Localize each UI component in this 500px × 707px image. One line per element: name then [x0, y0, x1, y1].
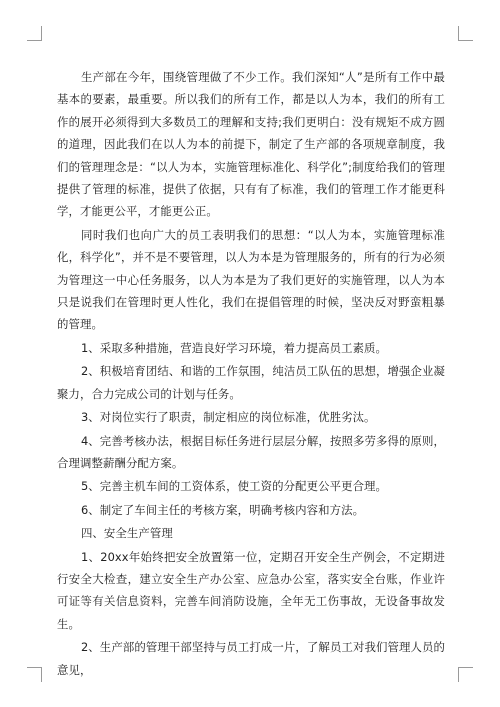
list-item-1: 1、采取多种措施，营造良好学习环境，着力提高员工素质。 — [80, 340, 388, 355]
list-item-6: 6、制定了车间主任的考核方案，明确考核内容和方法。 — [80, 502, 365, 517]
list-item-4: 4、完善考核办法，根据目标任务进行层层分解，按照多劳多得的原则，合理调整薪酬分配方案。 — [57, 433, 445, 470]
crop-mark-bottom-right — [458, 667, 473, 682]
list-item-2: 2、积极培育团结、和谐的工作氛围，纯洁员工队伍的思想，增强企业凝聚力，合力完成公司的计划与任务。 — [57, 364, 445, 401]
list-item-5: 5、完善主机车间的工资体系，使工资的分配更公平更合理。 — [80, 479, 388, 494]
crop-mark-bottom-left — [27, 667, 42, 682]
section-heading-safety: 四、安全生产管理 — [80, 526, 173, 541]
crop-mark-top-right — [458, 26, 473, 41]
crop-mark-top-left — [27, 26, 42, 41]
list-item-3: 3、对岗位实行了职责，制定相应的岗位标准，优胜劣汰。 — [80, 410, 376, 425]
paragraph-management-overview: 生产部在今年，围绕管理做了不少工作。我们深知“人”是所有工作中最基本的要素，最重要。所以我们的所有工作，都是以人为本，我们的所有工作的展开必须得到大多数员工的理解和支持;我们更明白：没有规矩不成方圆的道理，因此我们在以人为本的前提下，制定了生产部的各项规章制度，我们的管理理念是：“以人为本，实施管理标准化、科学化”;制度给我们的管理提供了管理的标准，提供了依据，只有有了标准，我们的管理工作才能更科学，才能更公平，才能更公正。 — [57, 70, 445, 219]
document-body — [57, 66, 445, 681]
safety-item-1: 1、20xx年始终把安全放置第一位，定期召开安全生产例会，不定期进行安全大检查，建立安全生产办公室、应急办公室，落实安全台账，作业许可证等有关信息资料，完善车间消防设施，全年无工伤事故，无设备事故发生。 — [57, 549, 445, 631]
safety-item-2: 2、生产部的管理干部坚持与员工打成一片，了解员工对我们管理人员的意见， — [57, 640, 445, 677]
paragraph-people-oriented: 同时我们也向广大的员工表明我们的思想：“以人为本，实施管理标准化，科学化”，并不是不要管理，以人为本是为管理服务的，所有的行为必须为管理这一中心任务服务，以人为本是为了我们更好的实施管理，以人为本只是说我们在管理时更人性化，我们在提倡管理的时候，坚决反对野蛮粗暴的管理。 — [57, 227, 445, 332]
